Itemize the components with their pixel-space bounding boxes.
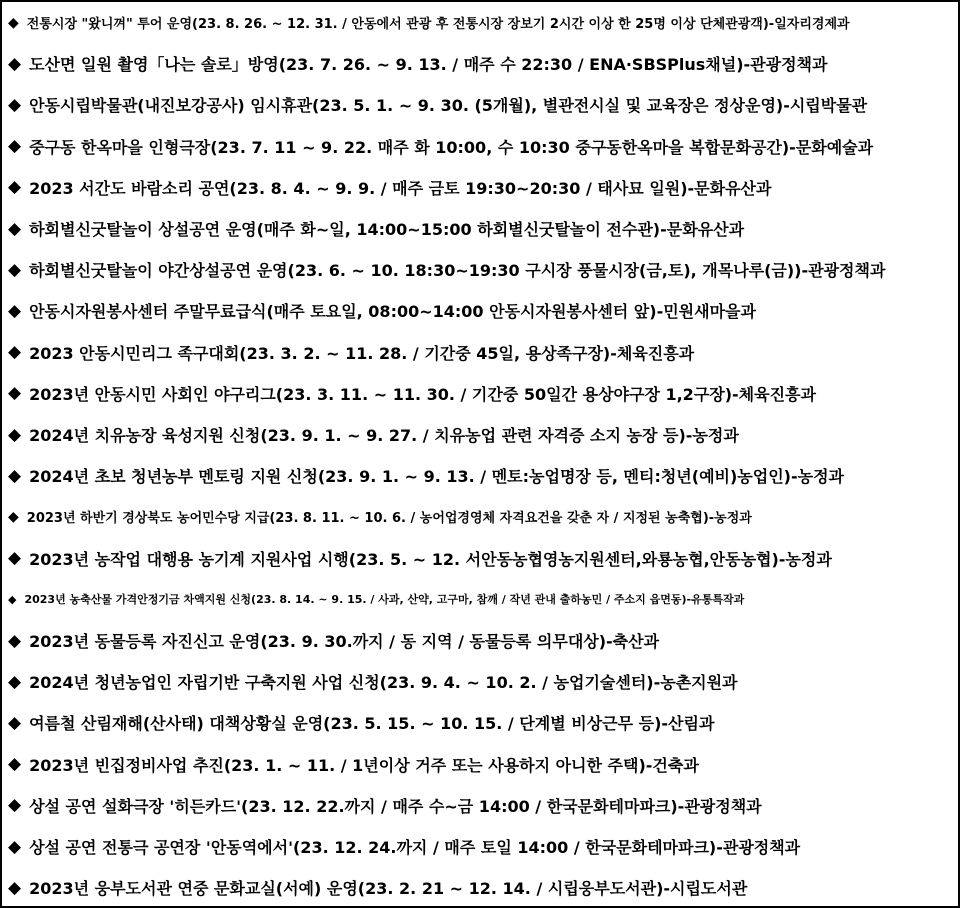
notice-item (2, 496, 958, 537)
notice-item (2, 290, 958, 331)
notice-item-text: 2023년 하반기 경상북도 농어민수당 지급(23. 8. 11. ~ 10. 6. / 농어업경영체 자격요건을 갖춘 자 / 지정된 농축협)-농정과 (26, 511, 752, 527)
notice-item (2, 620, 958, 661)
diamond-bullet-icon: ◆ (8, 712, 22, 733)
notice-item (2, 167, 958, 208)
notice-item-text: 상설 공연 설화극장 '히든카드'(23. 12. 22.까지 / 매주 수~금 14:00 / 한국문화테마파크)-관광정책과 (29, 796, 762, 816)
notice-item (2, 84, 958, 125)
diamond-bullet-icon: ◆ (8, 177, 22, 198)
notice-item-text: 2023년 농작업 대행용 농기계 지원사업 시행(23. 5. ~ 12. 서안동농협영농지원센터,와룡농협,안동농협)-농정과 (29, 549, 832, 569)
notice-item-text: 안동시자원봉사센터 주말무료급식(매주 토요일, 08:00~14:00 안동시자원봉사센터 앞)-민원새마을과 (29, 302, 756, 322)
diamond-bullet-icon: ◆ (8, 795, 22, 816)
diamond-bullet-icon: ◆ (8, 14, 19, 31)
notice-item-text: 2024년 치유농장 육성지원 신청(23. 9. 1. ~ 9. 27. / 치유농업 관련 자격증 소지 농장 등)-농정과 (29, 426, 739, 446)
diamond-bullet-icon: ◆ (8, 754, 22, 775)
notice-item-text: 2023 안동시민리그 족구대회(23. 3. 2. ~ 11. 28. / 기간중 45일, 용상족구장)-체육진흥과 (29, 343, 695, 363)
diamond-bullet-icon: ◆ (8, 300, 22, 321)
diamond-bullet-icon: ◆ (8, 383, 22, 404)
diamond-bullet-icon: ◆ (8, 136, 22, 157)
notice-item (2, 661, 958, 702)
notice-item-text: 2023년 안동시민 사회인 야구리그(23. 3. 11. ~ 11. 30. / 기간중 50일간 용상야구장 1,2구장)-체육진흥과 (29, 384, 816, 404)
notice-item-text: 전통시장 "왔니껴" 투어 운영(23. 8. 26. ~ 12. 31. / 안동에서 관광 후 전통시장 장보기 2시간 이상 한 25명 이상 단체관광객)-일자리경제과 (26, 17, 850, 33)
notice-item-text: 안동시립박물관(내진보강공사) 임시휴관(23. 5. 1. ~ 9. 30. (5개월), 별관전시실 및 교육장은 정상운영)-시립박물관 (29, 96, 868, 116)
notice-item-text: 중구동 한옥마을 인형극장(23. 7. 11 ~ 9. 22. 매주 화 10:00, 수 10:30 중구동한옥마을 복합문화공간)-문화예술과 (29, 137, 874, 157)
notice-item-text: 2023년 동물등록 자진신고 운영(23. 9. 30.까지 / 동 지역 / 동물등록 의무대상)-축산과 (29, 632, 660, 652)
notice-item-text: 2023 서간도 바람소리 공연(23. 8. 4. ~ 9. 9. / 매주 금토 19:30~20:30 / 태사묘 일원)-문화유산과 (29, 178, 772, 198)
diamond-bullet-icon: ◆ (8, 630, 22, 651)
notice-item-text: 2024년 초보 청년농부 멘토링 지원 신청(23. 9. 1. ~ 9. 13. / 멘토:농업명장 등, 멘티:청년(예비)농업인)-농정과 (29, 467, 844, 487)
diamond-bullet-icon: ◆ (8, 259, 22, 280)
notice-item (2, 826, 958, 867)
notice-item (2, 538, 958, 579)
notice-item (2, 208, 958, 249)
notice-item (2, 414, 958, 455)
notice-item (2, 249, 958, 290)
diamond-bullet-icon: ◆ (8, 465, 22, 486)
notice-item (2, 373, 958, 414)
notice-item (2, 2, 958, 43)
notice-item (2, 126, 958, 167)
notice-item (2, 43, 958, 84)
diamond-bullet-icon: ◆ (8, 671, 22, 692)
notice-item-text: 2023년 웅부도서관 연중 문화교실(서예) 운영(23. 2. 21 ~ 12. 14. / 시립웅부도서관)-시립도서관 (29, 879, 748, 899)
diamond-bullet-icon: ◆ (8, 424, 22, 445)
notice-item (2, 785, 958, 826)
notice-item (2, 579, 958, 620)
notice-item (2, 332, 958, 373)
diamond-bullet-icon: ◆ (8, 218, 22, 239)
notice-item (2, 455, 958, 496)
diamond-bullet-icon: ◆ (8, 877, 22, 898)
diamond-bullet-icon: ◆ (8, 508, 19, 525)
notice-item (2, 702, 958, 743)
notice-item (2, 867, 958, 908)
diamond-bullet-icon: ◆ (8, 94, 22, 115)
diamond-bullet-icon: ◆ (8, 592, 17, 606)
notice-item-text: 2023년 빈집정비사업 추진(23. 1. ~ 11. / 1년이상 거주 또는 사용하지 아니한 주택)-건축과 (29, 755, 699, 775)
notice-item-text: 2024년 청년농업인 자립기반 구축지원 사업 신청(23. 9. 4. ~ 10. 2. / 농업기술센터)-농촌지원과 (29, 673, 738, 693)
diamond-bullet-icon: ◆ (8, 836, 22, 857)
notice-item-text: 상설 공연 전통극 공연장 '안동역에서'(23. 12. 24.까지 / 매주 토일 14:00 / 한국문화테마파크)-관광정책과 (29, 838, 801, 858)
notice-item-text: 하회별신굿탈놀이 상설공연 운영(매주 화~일, 14:00~15:00 하회별신굿탈놀이 전수관)-문화유산과 (29, 220, 745, 240)
diamond-bullet-icon: ◆ (8, 342, 22, 363)
notice-item-text: 도산면 일원 촬영「나는 솔로」방영(23. 7. 26. ~ 9. 13. / 매주 수 22:30 / ENA·SBSPlus채널)-관광정책과 (29, 55, 828, 75)
diamond-bullet-icon: ◆ (8, 53, 22, 74)
diamond-bullet-icon: ◆ (8, 548, 22, 569)
notice-item-text: 여름철 산림재해(산사태) 대책상황실 운영(23. 5. 15. ~ 10. 15. / 단계별 비상근무 등)-산림과 (29, 714, 715, 734)
notice-item-text: 2023년 농축산물 가격안정기금 차액지원 신청(23. 8. 14. ~ 9. 15. / 사과, 산약, 고구마, 참깨 / 작년 관내 출하농민 / 주소지 읍면동)-유통특작과 (24, 593, 745, 607)
notice-item-text: 하회별신굿탈놀이 야간상설공연 운영(23. 6. ~ 10. 18:30~19:30 구시장 풍물시장(금,토), 개목나루(금))-관광정책과 (29, 261, 886, 281)
notice-item (2, 744, 958, 785)
